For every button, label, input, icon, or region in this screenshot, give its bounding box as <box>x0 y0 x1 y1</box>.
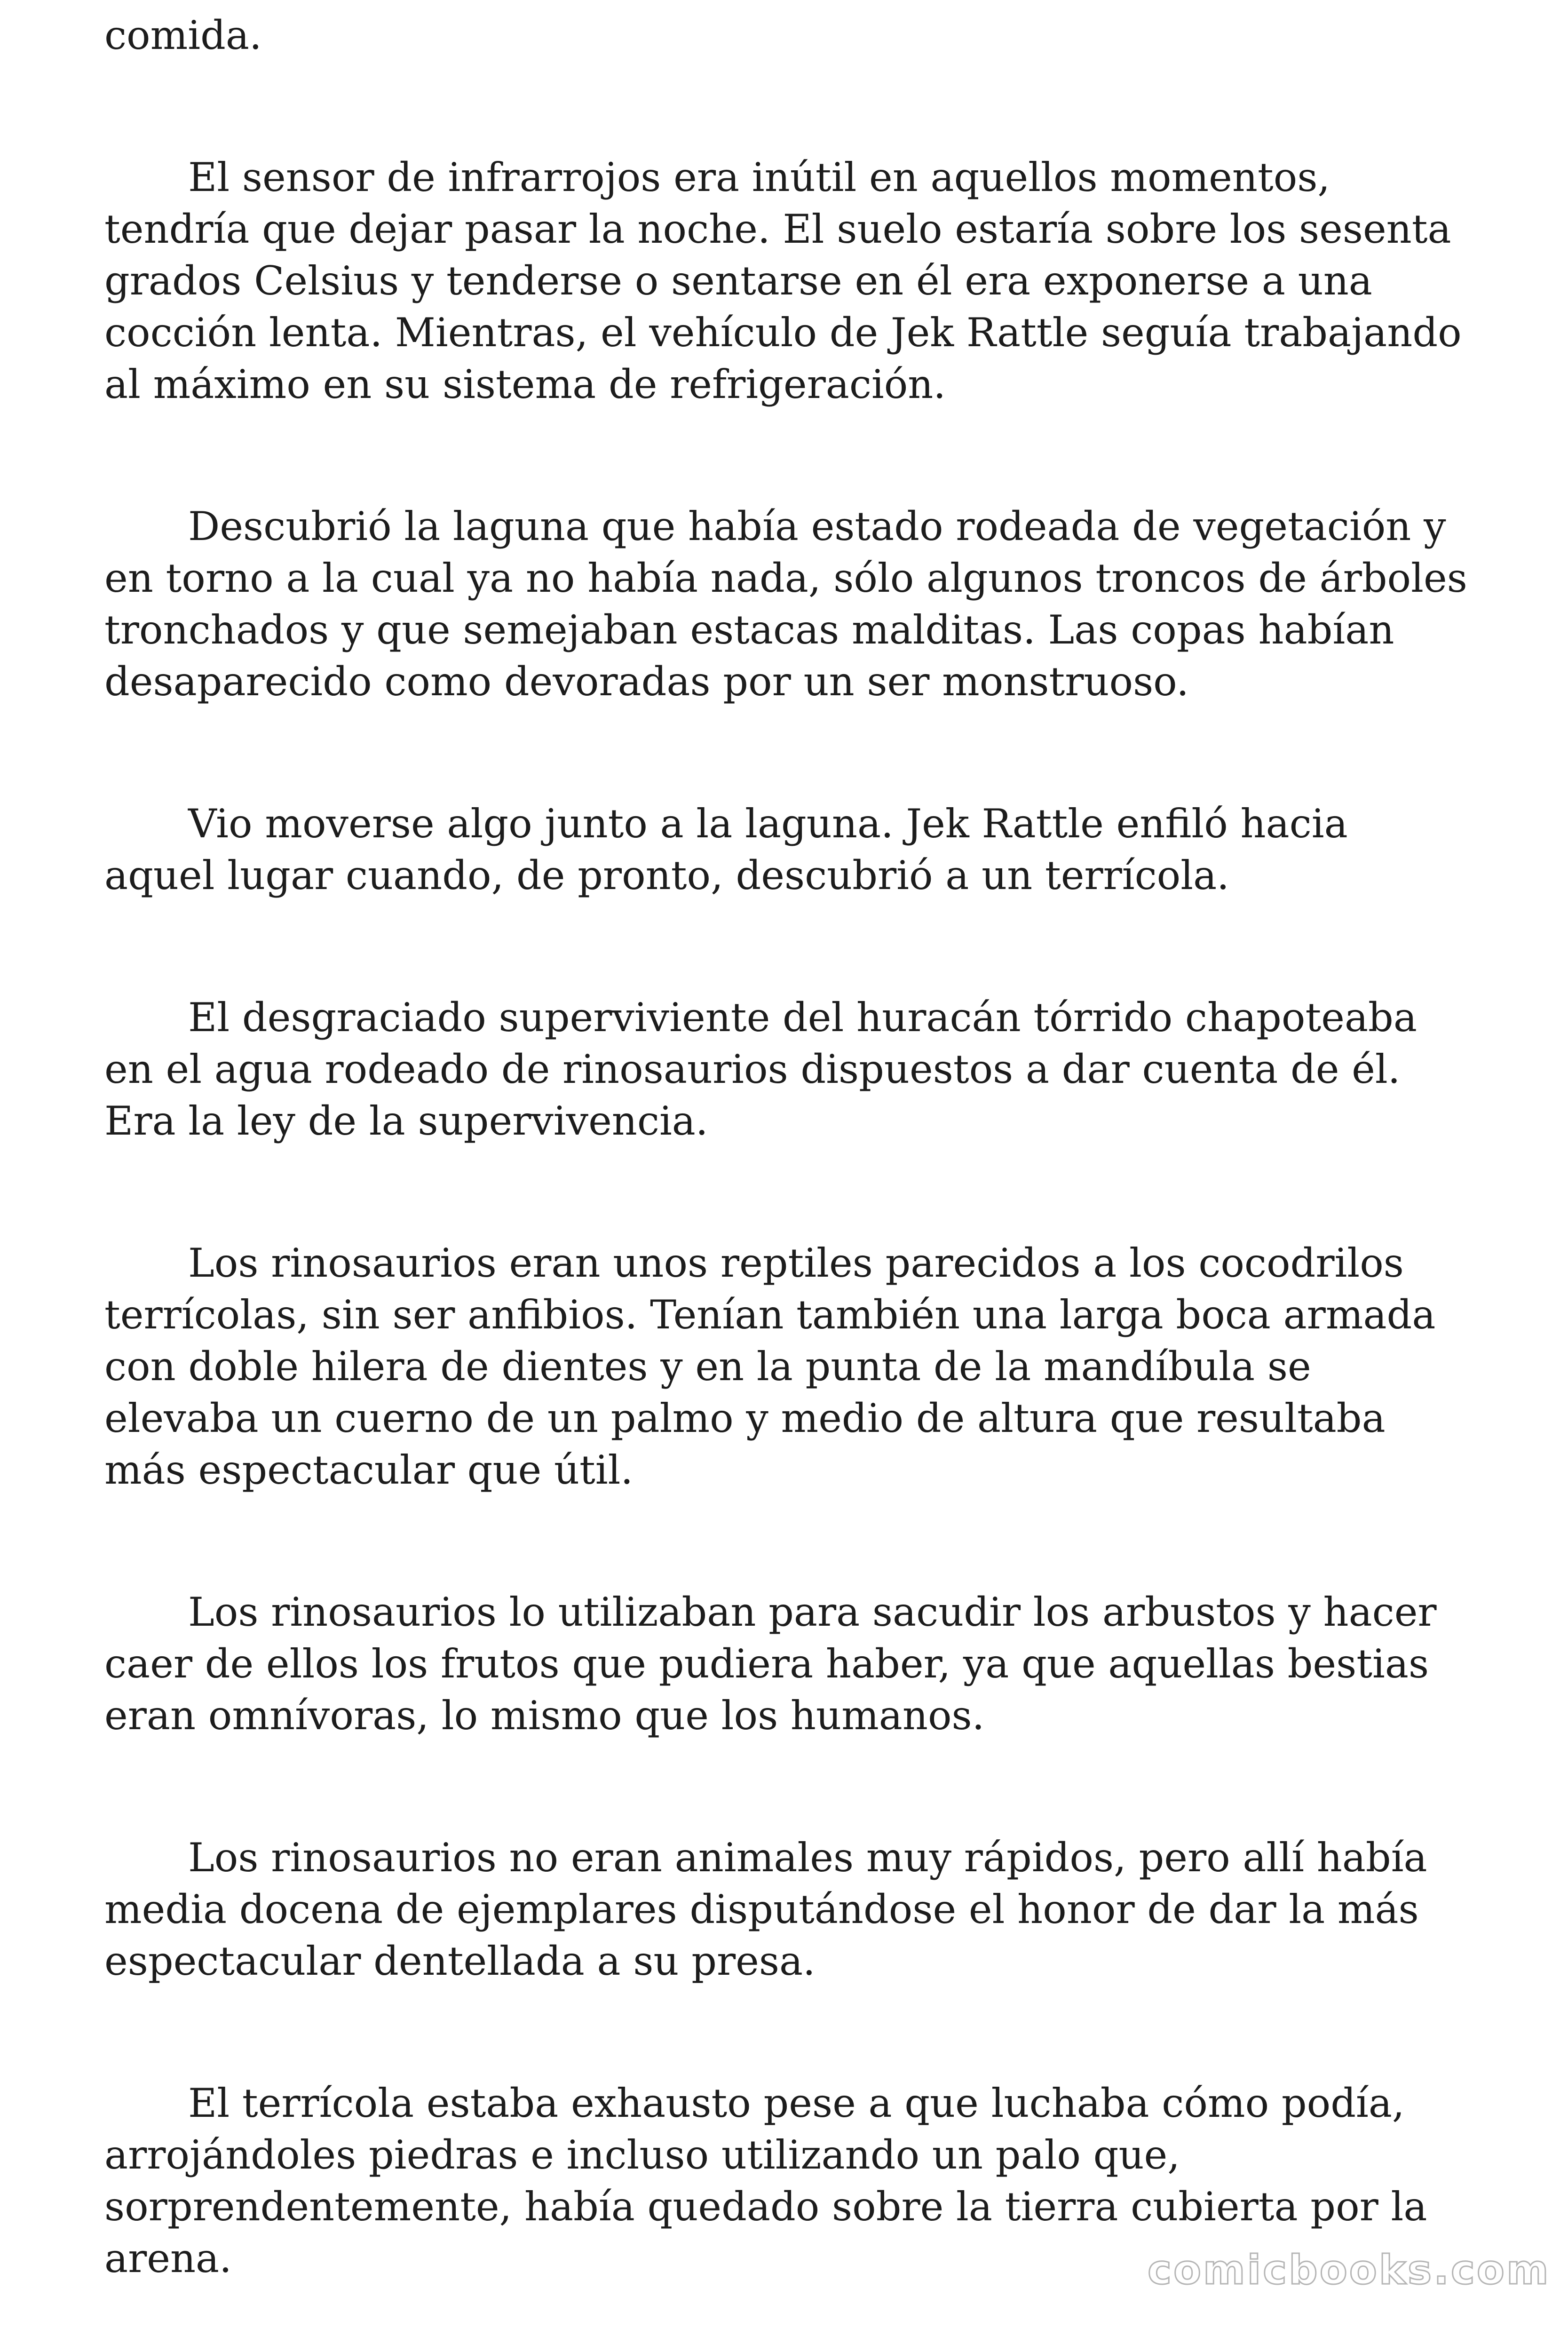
paragraph: Los rinosaurios eran unos reptiles parecidos a los cocodrilos terrícolas, sin ser anfibios. Tenían también una larga boca armada con doble hilera de dientes y en la punta de la mandíbula se elevaba un cuerno de un palmo y medio de altura que resultaba más espectacular que útil. <box>104 1240 1436 1493</box>
paragraph: Los rinosaurios no eran animales muy rápidos, pero allí había media docena de ejemplares disputándose el honor de dar la más espectacular dentellada a su presa. <box>104 1835 1427 1984</box>
paragraph: El desgraciado superviviente del huracán tórrido chapoteaba en el agua rodeado de rinosaurios dispuestos a dar cuenta de él. Era la ley de la supervivencia. <box>104 994 1417 1144</box>
paragraph: Vio moverse algo junto a la laguna. Jek Rattle enfiló hacia aquel lugar cuando, de pronto, descubrió a un terrícola. <box>104 801 1348 898</box>
paragraph: El sensor de infrarrojos era inútil en aquellos momentos, tendría que dejar pasar la noche. El suelo estaría sobre los sesenta grados Celsius y tenderse o sentarse en él era exponerse a una cocción lenta. Mientras, el vehículo de Jek Rattle seguía trabajando al máximo en su sistema de refrigeración. <box>104 154 1462 407</box>
paragraph: Descubrió la laguna que había estado rodeada de vegetación y en torno a la cual ya no había nada, sólo algunos troncos de árboles tronchados y que semejaban estacas malditas. Las copas habían desaparecido como devoradas por un ser monstruoso. <box>104 503 1467 705</box>
paragraph: Los rinosaurios lo utilizaban para sacudir los arbustos y hacer caer de ellos los frutos que pudiera haber, ya que aquellas bestias eran omnívoras, lo mismo que los humanos. <box>104 1589 1437 1739</box>
paragraph: El terrícola estaba exhausto pese a que luchaba cómo podía, arrojándoles piedras e incluso utilizando un palo que, sorprendentemente, había quedado sobre la tierra cubierta por la arena. <box>104 2080 1427 2281</box>
paragraph: comida. <box>104 12 262 58</box>
body-text <box>104 9 1468 2352</box>
watermark: comicbooks.com <box>1148 2247 1551 2294</box>
